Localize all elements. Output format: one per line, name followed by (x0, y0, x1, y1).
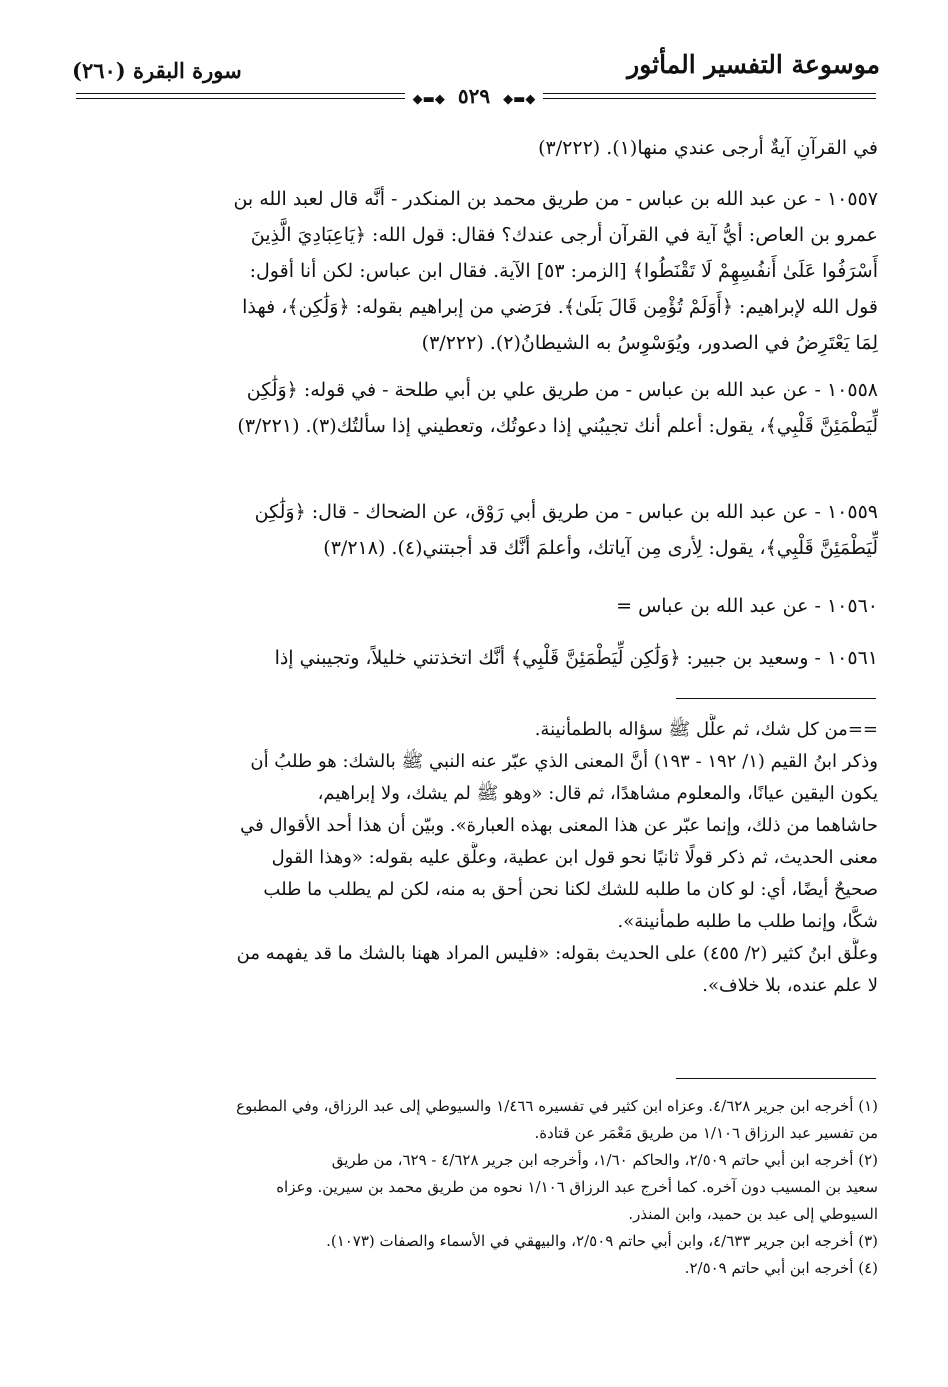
body-line: في القرآنِ آيةٌ أرجى عندي منها(١). (٣/٢٢٢) (538, 137, 878, 159)
ornament-left: ◆▬◆ (412, 92, 445, 107)
note-line: حاشاهما من ذلك، وإنما عبّر عن هذا المعنى بهذه العبارة». وبيّن أن هذا أحد الأقوال في (240, 815, 878, 836)
body-line: أَسْرَفُوا عَلَىٰ أَنفُسِهِمْ لَا تَقْنَطُوا﴾ [الزمر: ٥٣] الآية. فقال ابن عباس: لكن أنا أقول: (249, 260, 878, 282)
note-line: يكون اليقين عيانًا، والمعلوم مشاهدًا، ثم قال: «وهو ﷺ لم يشك، ولا إبراهيم، (317, 783, 878, 804)
note-line: شكًّا، وإنما طلب ما طلبه طمأنينة». (617, 911, 878, 932)
note-line: لا علم عنده، بلا خلاف». (702, 975, 878, 996)
note-line: معنى الحديث، ثم ذكر قولًا ثانيًا نحو قول ابن عطية، وعلَّق عليه بقوله: «وهذا القول (271, 847, 878, 868)
body-line: لِّيَطْمَئِنَّ قَلْبِي﴾، يقول: لِأرى مِن آياتك، وأعلمَ أنَّك قد أجبتني(٤). (٣/٢١٨) (323, 537, 878, 559)
note-line: وعلَّق ابنُ كثير (٢/ ٤٥٥) على الحديث بقوله: «فليس المراد ههنا بالشك ما قد يفهمه من (236, 943, 878, 964)
footnote-line: من تفسير عبد الرزاق ١/١٠٦ من طريق مَعْمَر عن قتادة. (534, 1124, 878, 1142)
note-line: وذكر ابنُ القيم (١/ ١٩٢ - ١٩٣) أنَّ المعنى الذي عبّر عنه النبي ﷺ بالشك: هو طلبُ أن (250, 751, 878, 772)
footnote-line: (١) أخرجه ابن جرير ٤/٦٢٨. وعزاه ابن كثير في تفسيره ١/٤٦٦ والسيوطي إلى عبد الرزاق، وفي المطبوع (236, 1097, 878, 1115)
page-number-row (0, 84, 948, 108)
note-line: ==من كل شك، ثم علَّل ﷺ سؤاله بالطمأنينة. (534, 719, 878, 740)
narration-10558 (68, 372, 878, 444)
footnote-line: السيوطي إلى عبد بن حميد، وابن المنذر. (628, 1205, 878, 1223)
narration-10559 (68, 494, 878, 566)
body-line: لِّيَطْمَئِنَّ قَلْبِي﴾، يقول: أعلم أنك تجيبُني إذا دعوتُك، وتعطيني إذا سألتُك(٣). (٣/٢٢١) (237, 415, 878, 437)
footnote-line: (٣) أخرجه ابن جرير ٤/٦٣٣، وابن أبي حاتم ٢/٥٠٩، والبيهقي في الأسماء والصفات (١٠٧٣). (326, 1232, 878, 1250)
page-number: ٥٢٩ (457, 84, 491, 108)
body-line: ١٠٥٦١ - وسعيد بن جبير: ﴿وَلَٰكِن لِّيَطْمَئِنَّ قَلْبِي﴾ أنَّك اتخذتني خليلاً، وتجيبني إذا (274, 647, 878, 669)
narration-block (68, 130, 878, 166)
body-line: ١٠٥٥٧ - عن عبد الله بن عباس - من طريق محمد بن المنكدر - أنَّه قال لعبد الله بن (233, 188, 878, 210)
body-line: ١٠٥٥٩ - عن عبد الله بن عباس - من طريق أبي رَوْق، عن الضحاك - قال: ﴿وَلَٰكِن (254, 501, 878, 523)
narration-10560 (68, 588, 878, 624)
commentary-notes (68, 714, 878, 1002)
note-line: صحيحٌ أيضًا، أي: لو كان ما طلبه للشك لكنا نحن أحق به منه، لكن لم يطلب ما طلب (263, 879, 878, 900)
narration-10561 (68, 640, 878, 676)
body-line: لِمَا يَعْتَرِضُ في الصدور، ويُوَسْوِسُ به الشيطانُ(٢). (٣/٢٢٢) (421, 332, 878, 354)
body-line: قول الله لإبراهيم: ﴿أَوَلَمْ تُؤْمِن قَالَ بَلَىٰ﴾. فرَضي من إبراهيم بقوله: ﴿وَلَٰكِن﴾، فهذا (242, 296, 878, 318)
body-line: عمرو بن العاص: أيُّ آية في القرآن أرجى عندك؟ فقال: قول الله: ﴿يَاعِبَادِيَ الَّذِينَ (250, 224, 878, 246)
narration-10557 (68, 181, 878, 361)
footnote-line: (٢) أخرجه ابن أبي حاتم ٢/٥٠٩، والحاكم ١/٦٠، وأخرجه ابن جرير ٤/٦٢٨ - ٦٢٩، من طريق (331, 1151, 878, 1169)
body-line: ١٠٥٦٠ - عن عبد الله بن عباس = (616, 595, 878, 617)
surah-label: سورة البقرة (٢٦٠) (72, 58, 242, 83)
body-line: ١٠٥٥٨ - عن عبد الله بن عباس - من طريق علي بن أبي طلحة - في قوله: ﴿وَلَٰكِن (246, 379, 878, 401)
book-title: موسوعة التفسير المأثور (627, 50, 880, 79)
footnote-line: (٤) أخرجه ابن أبي حاتم ٢/٥٠٩. (684, 1259, 878, 1277)
notes-separator (676, 698, 876, 699)
ornament-right: ◆▬◆ (503, 92, 536, 107)
footnotes-separator (676, 1078, 876, 1079)
footnotes (68, 1093, 878, 1282)
footnote-line: سعيد بن المسيب دون آخره. كما أخرج عبد الرزاق ١/١٠٦ نحوه من طريق محمد بن سيرين. وعزاه (276, 1178, 878, 1196)
